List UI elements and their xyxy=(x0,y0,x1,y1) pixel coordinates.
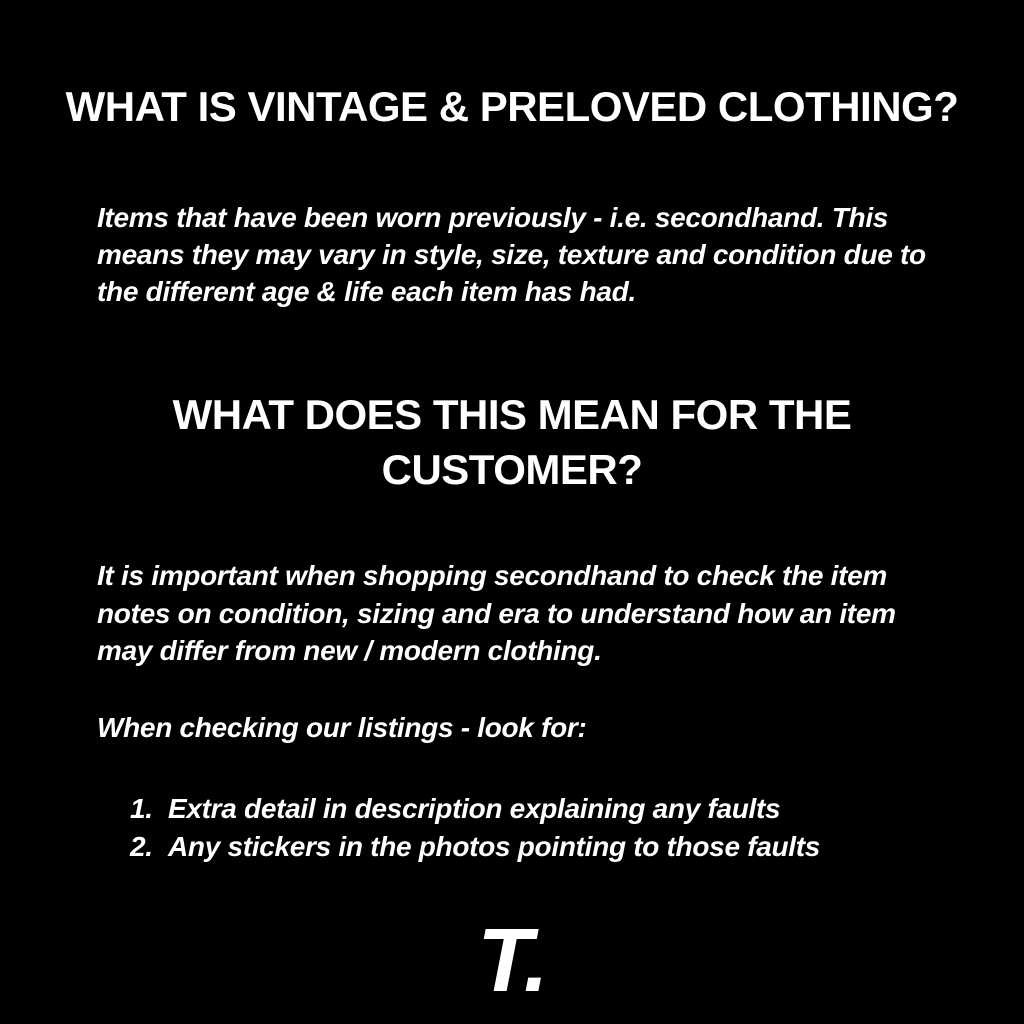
list-item-text: Any stickers in the photos pointing to those faults xyxy=(168,830,821,862)
list-item xyxy=(130,828,929,865)
heading-what-does-this-mean: WHAT DOES THIS MEAN FOR THE CUSTOMER? xyxy=(172,391,852,493)
paragraph-customer-advice: It is important when shopping secondhand to check the item notes on condition, sizing and era to understand how an item may differ from new / modern clothing. xyxy=(97,560,896,666)
fault-checklist xyxy=(130,790,929,864)
list-item-number: 1. xyxy=(130,793,153,825)
list-item-text: Extra detail in description explaining any faults xyxy=(168,793,781,825)
list-intro-text: When checking our listings - look for: xyxy=(97,712,587,744)
list-item-number: 2. xyxy=(130,830,153,862)
brand-logo-t: T. xyxy=(477,911,547,1011)
list-item xyxy=(130,790,929,827)
paragraph-vintage-definition: Items that have been worn previously - i.e. secondhand. This means they may vary in style, size, texture and condition due to the different age & life each item has had. xyxy=(97,201,926,308)
heading-what-is-vintage: WHAT IS VINTAGE & PRELOVED CLOTHING? xyxy=(65,83,959,130)
